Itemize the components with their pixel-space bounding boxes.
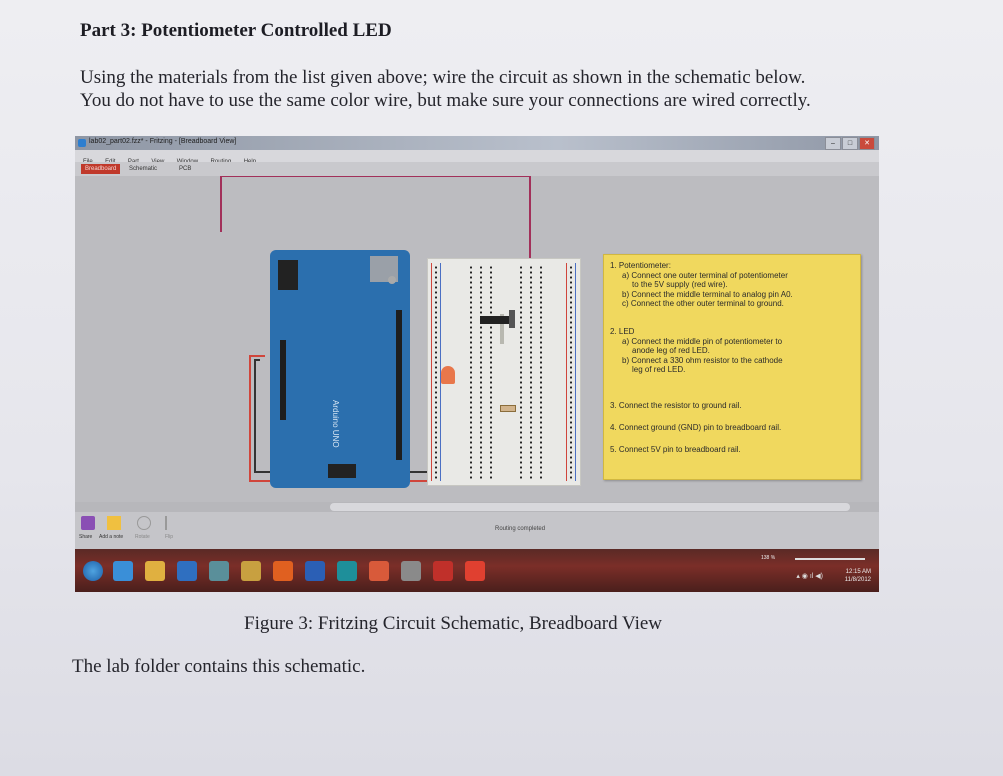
calculator-icon[interactable] (209, 561, 229, 581)
maximize-button[interactable]: □ (842, 137, 858, 150)
holes-col-h (538, 265, 544, 479)
internet-explorer-icon[interactable] (113, 561, 133, 581)
instruction-note[interactable] (603, 254, 861, 480)
clock-time: 12:15 AM (845, 569, 871, 575)
intro-line-1: Using the materials from the list given above; wire the circuit as shown in the schematic below. (80, 67, 806, 88)
view-tab-bar (75, 162, 879, 176)
microcontroller-chip (328, 464, 356, 478)
arduino-uno-board[interactable] (270, 250, 410, 488)
note-step-5: 5. Connect 5V pin to breadboard rail. (610, 445, 741, 454)
note-step-2-title: 2. LED (610, 327, 635, 336)
note-step-2a: a) Connect the middle pin of potentiometer to (622, 336, 783, 346)
holes-col-b (478, 265, 484, 479)
fritzing-screenshot (75, 136, 879, 592)
digital-header (396, 310, 402, 460)
note-step-2b: b) Connect a 330 ohm resistor to the cathode (622, 355, 783, 365)
holes-col-g (528, 265, 534, 479)
holes-col-f (518, 265, 524, 479)
firefox-icon[interactable] (273, 561, 293, 581)
clock-date: 11/8/2012 (844, 577, 871, 583)
page-heading: Part 3: Potentiometer Controlled LED (80, 20, 392, 41)
zoom-level: 138 % (761, 555, 776, 561)
tab-schematic[interactable]: Schematic (129, 166, 158, 172)
breadboard-canvas[interactable] (75, 176, 879, 502)
intro-line-2: You do not have to use the same color wire, but make sure your connections are wired correctly. (80, 90, 811, 111)
powerpoint-icon[interactable] (369, 561, 389, 581)
rotate-label: Rotate (135, 534, 150, 540)
note-step-2 (610, 327, 854, 375)
right-rail-holes (568, 265, 574, 479)
taskbar-clock[interactable] (845, 568, 871, 584)
flip-icon[interactable] (165, 516, 177, 530)
note-step-1a-cont: to the 5V supply (red wire). (632, 280, 728, 290)
add-note-label: Add a note (99, 534, 124, 540)
note-step-1a: a) Connect one outer terminal of potentiometer (622, 270, 788, 280)
zoom-slider[interactable] (795, 558, 865, 560)
reset-button-icon (388, 276, 396, 284)
left-power-rail-red (431, 263, 432, 481)
footer-text: The lab folder contains this schematic. (72, 656, 366, 677)
note-step-3: 3. Connect the resistor to ground rail. (610, 401, 742, 410)
flip-label: Flip (165, 534, 174, 540)
holes-col-a (468, 265, 474, 479)
figure-caption: Figure 3: Fritzing Circuit Schematic, Breadboard View (244, 613, 662, 634)
windows-taskbar (75, 549, 879, 592)
rotate-icon[interactable] (137, 516, 151, 530)
potentiometer-knob-icon (509, 310, 515, 328)
intro-paragraph (80, 66, 910, 112)
note-step-2b-cont: leg of red LED. (632, 365, 686, 375)
close-button[interactable]: ✕ (859, 137, 875, 150)
right-power-rail-red (566, 263, 567, 481)
power-jack (278, 260, 298, 290)
red-led[interactable] (441, 366, 455, 384)
system-tray-icons[interactable]: ▴ ◉ ıl ◀) (796, 573, 823, 580)
minimize-button[interactable]: – (825, 137, 841, 150)
note-step-4: 4. Connect ground (GND) pin to breadboard rail. (610, 423, 782, 432)
start-button-icon[interactable] (83, 561, 103, 581)
fritzing-taskbar-icon[interactable] (465, 561, 485, 581)
tab-breadboard[interactable]: Breadboard (81, 164, 120, 174)
media-player-icon[interactable] (177, 561, 197, 581)
menu-bar (75, 150, 879, 162)
power-header (280, 340, 286, 420)
file-explorer-icon[interactable] (145, 561, 165, 581)
routing-status: Routing completed (495, 526, 546, 532)
tab-pcb[interactable]: PCB (179, 166, 192, 172)
note-step-1-title: 1. Potentiometer: (610, 261, 671, 270)
window-titlebar (75, 136, 879, 150)
share-icon[interactable] (81, 516, 95, 530)
note-step-1c: c) Connect the other outer terminal to ground. (622, 299, 784, 309)
right-power-rail-blue (575, 263, 576, 481)
note-step-1 (610, 261, 854, 309)
holes-col-c (488, 265, 494, 479)
left-rail-holes (433, 265, 439, 479)
share-label: Share (79, 534, 93, 540)
note-step-1b: b) Connect the middle terminal to analog pin A0. (622, 289, 793, 299)
word-icon[interactable] (305, 561, 325, 581)
note-icon[interactable] (107, 516, 121, 530)
arduino-logo: Arduino UNO (331, 400, 340, 448)
bottom-toolbar (75, 512, 879, 549)
resistor-330-ohm[interactable] (500, 405, 516, 412)
paint-icon[interactable] (241, 561, 261, 581)
note-step-2a-cont: anode leg of red LED. (632, 346, 710, 356)
window-title: lab02_part02.fzz* - Fritzing - [Breadboard View] (89, 138, 237, 145)
acrobat-icon[interactable] (433, 561, 453, 581)
horizontal-scrollbar[interactable] (330, 503, 850, 511)
fritzing-app-icon (78, 139, 86, 147)
settings-icon[interactable] (401, 561, 421, 581)
window-controls (825, 137, 875, 150)
arduino-ide-icon[interactable] (337, 561, 357, 581)
